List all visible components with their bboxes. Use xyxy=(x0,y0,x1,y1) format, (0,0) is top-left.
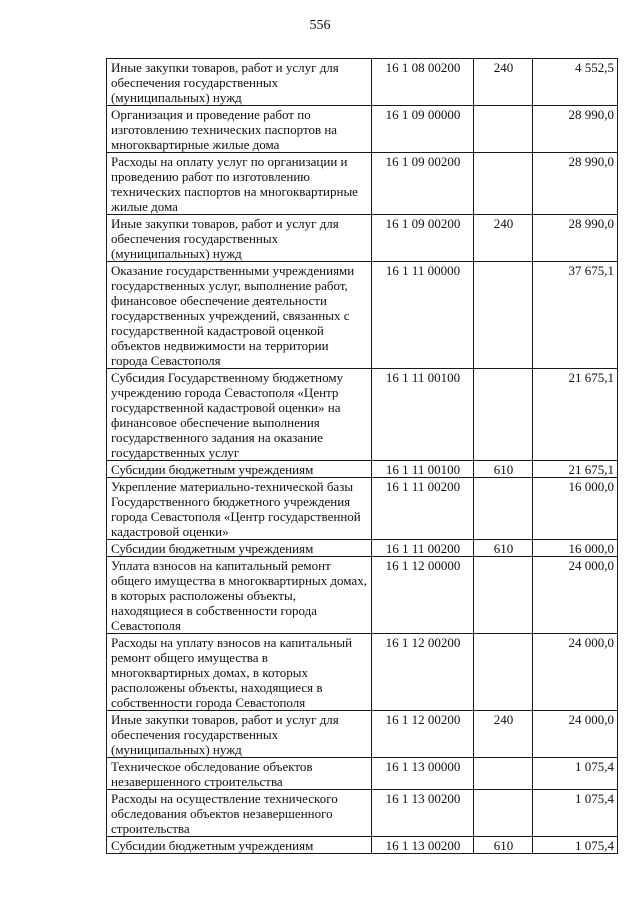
expense-name-cell: Техническое обследование объектов незавершенного строительства xyxy=(107,758,372,790)
amount-cell: 28 990,0 xyxy=(533,106,618,153)
expense-type-cell xyxy=(474,153,533,215)
expense-type-cell xyxy=(474,478,533,540)
amount-cell: 16 000,0 xyxy=(533,478,618,540)
target-article-code-cell: 16 1 13 00200 xyxy=(372,837,474,854)
expense-type-cell: 610 xyxy=(474,837,533,854)
amount-cell: 21 675,1 xyxy=(533,369,618,461)
target-article-code-cell: 16 1 13 00000 xyxy=(372,758,474,790)
amount-cell: 4 552,5 xyxy=(533,59,618,106)
expense-name-cell: Субсидия Государственному бюджетному учреждению города Севастополя «Центр государственной кадастровой оценки» на финансовое обеспечение выполнения государственного задания на оказание государственных услуг xyxy=(107,369,372,461)
table-row xyxy=(107,557,618,634)
table-row xyxy=(107,262,618,369)
expense-type-cell xyxy=(474,758,533,790)
target-article-code-cell: 16 1 12 00200 xyxy=(372,711,474,758)
expense-name-cell: Расходы на осуществление технического обследования объектов незавершенного строительства xyxy=(107,790,372,837)
expense-type-cell xyxy=(474,369,533,461)
target-article-code-cell: 16 1 09 00200 xyxy=(372,153,474,215)
expense-name-cell: Субсидии бюджетным учреждениям xyxy=(107,837,372,854)
expense-name-cell: Уплата взносов на капитальный ремонт общего имущества в многоквартирных домах, в которых расположены объекты, находящиеся в собственности города Севастополя xyxy=(107,557,372,634)
expense-type-cell xyxy=(474,790,533,837)
table-row xyxy=(107,153,618,215)
amount-cell: 24 000,0 xyxy=(533,634,618,711)
amount-cell: 21 675,1 xyxy=(533,461,618,478)
amount-cell: 16 000,0 xyxy=(533,540,618,557)
expense-type-cell: 610 xyxy=(474,461,533,478)
target-article-code-cell: 16 1 12 00200 xyxy=(372,634,474,711)
amount-cell: 37 675,1 xyxy=(533,262,618,369)
expense-type-cell xyxy=(474,106,533,153)
amount-cell: 1 075,4 xyxy=(533,790,618,837)
expense-type-cell: 610 xyxy=(474,540,533,557)
expense-name-cell: Субсидии бюджетным учреждениям xyxy=(107,540,372,557)
table-row xyxy=(107,540,618,557)
expense-name-cell: Оказание государственными учреждениями государственных услуг, выполнение работ, финансовое обеспечение деятельности государственных учреждений, связанных с государственной кадастровой оценкой объектов недвижимости на территории города Севастополя xyxy=(107,262,372,369)
amount-cell: 28 990,0 xyxy=(533,215,618,262)
target-article-code-cell: 16 1 08 00200 xyxy=(372,59,474,106)
expense-name-cell: Укрепление материально-технической базы Государственного бюджетного учреждения города Севастополя «Центр государственной кадастровой оценки» xyxy=(107,478,372,540)
target-article-code-cell: 16 1 11 00100 xyxy=(372,461,474,478)
target-article-code-cell: 16 1 09 00200 xyxy=(372,215,474,262)
amount-cell: 28 990,0 xyxy=(533,153,618,215)
expense-type-cell: 240 xyxy=(474,711,533,758)
expense-type-cell xyxy=(474,262,533,369)
expense-name-cell: Расходы на уплату взносов на капитальный ремонт общего имущества в многоквартирных домах, в которых расположены объекты, находящиеся в собственности города Севастополя xyxy=(107,634,372,711)
expense-type-cell xyxy=(474,557,533,634)
target-article-code-cell: 16 1 12 00000 xyxy=(372,557,474,634)
expense-name-cell: Иные закупки товаров, работ и услуг для обеспечения государственных (муниципальных) нужд xyxy=(107,59,372,106)
budget-table xyxy=(106,58,618,854)
table-row xyxy=(107,478,618,540)
amount-cell: 24 000,0 xyxy=(533,711,618,758)
expense-name-cell: Расходы на оплату услуг по организации и проведению работ по изготовлению технических паспортов на многоквартирные жилые дома xyxy=(107,153,372,215)
target-article-code-cell: 16 1 09 00000 xyxy=(372,106,474,153)
table-row xyxy=(107,106,618,153)
expense-name-cell: Иные закупки товаров, работ и услуг для обеспечения государственных (муниципальных) нужд xyxy=(107,711,372,758)
expense-name-cell: Организация и проведение работ по изготовлению технических паспортов на многоквартирные жилые дома xyxy=(107,106,372,153)
target-article-code-cell: 16 1 11 00200 xyxy=(372,540,474,557)
expense-type-cell: 240 xyxy=(474,59,533,106)
page-number: 556 xyxy=(309,18,331,33)
table-row xyxy=(107,461,618,478)
table-row xyxy=(107,369,618,461)
target-article-code-cell: 16 1 11 00100 xyxy=(372,369,474,461)
target-article-code-cell: 16 1 13 00200 xyxy=(372,790,474,837)
amount-cell: 1 075,4 xyxy=(533,758,618,790)
budget-table-body xyxy=(107,59,618,854)
table-row xyxy=(107,711,618,758)
target-article-code-cell: 16 1 11 00200 xyxy=(372,478,474,540)
expense-type-cell: 240 xyxy=(474,215,533,262)
expense-type-cell xyxy=(474,634,533,711)
expense-name-cell: Субсидии бюджетным учреждениям xyxy=(107,461,372,478)
table-row xyxy=(107,837,618,854)
table-row xyxy=(107,59,618,106)
table-row xyxy=(107,634,618,711)
table-row xyxy=(107,790,618,837)
amount-cell: 24 000,0 xyxy=(533,557,618,634)
table-row xyxy=(107,215,618,262)
table-row xyxy=(107,758,618,790)
target-article-code-cell: 16 1 11 00000 xyxy=(372,262,474,369)
expense-name-cell: Иные закупки товаров, работ и услуг для обеспечения государственных (муниципальных) нужд xyxy=(107,215,372,262)
amount-cell: 1 075,4 xyxy=(533,837,618,854)
